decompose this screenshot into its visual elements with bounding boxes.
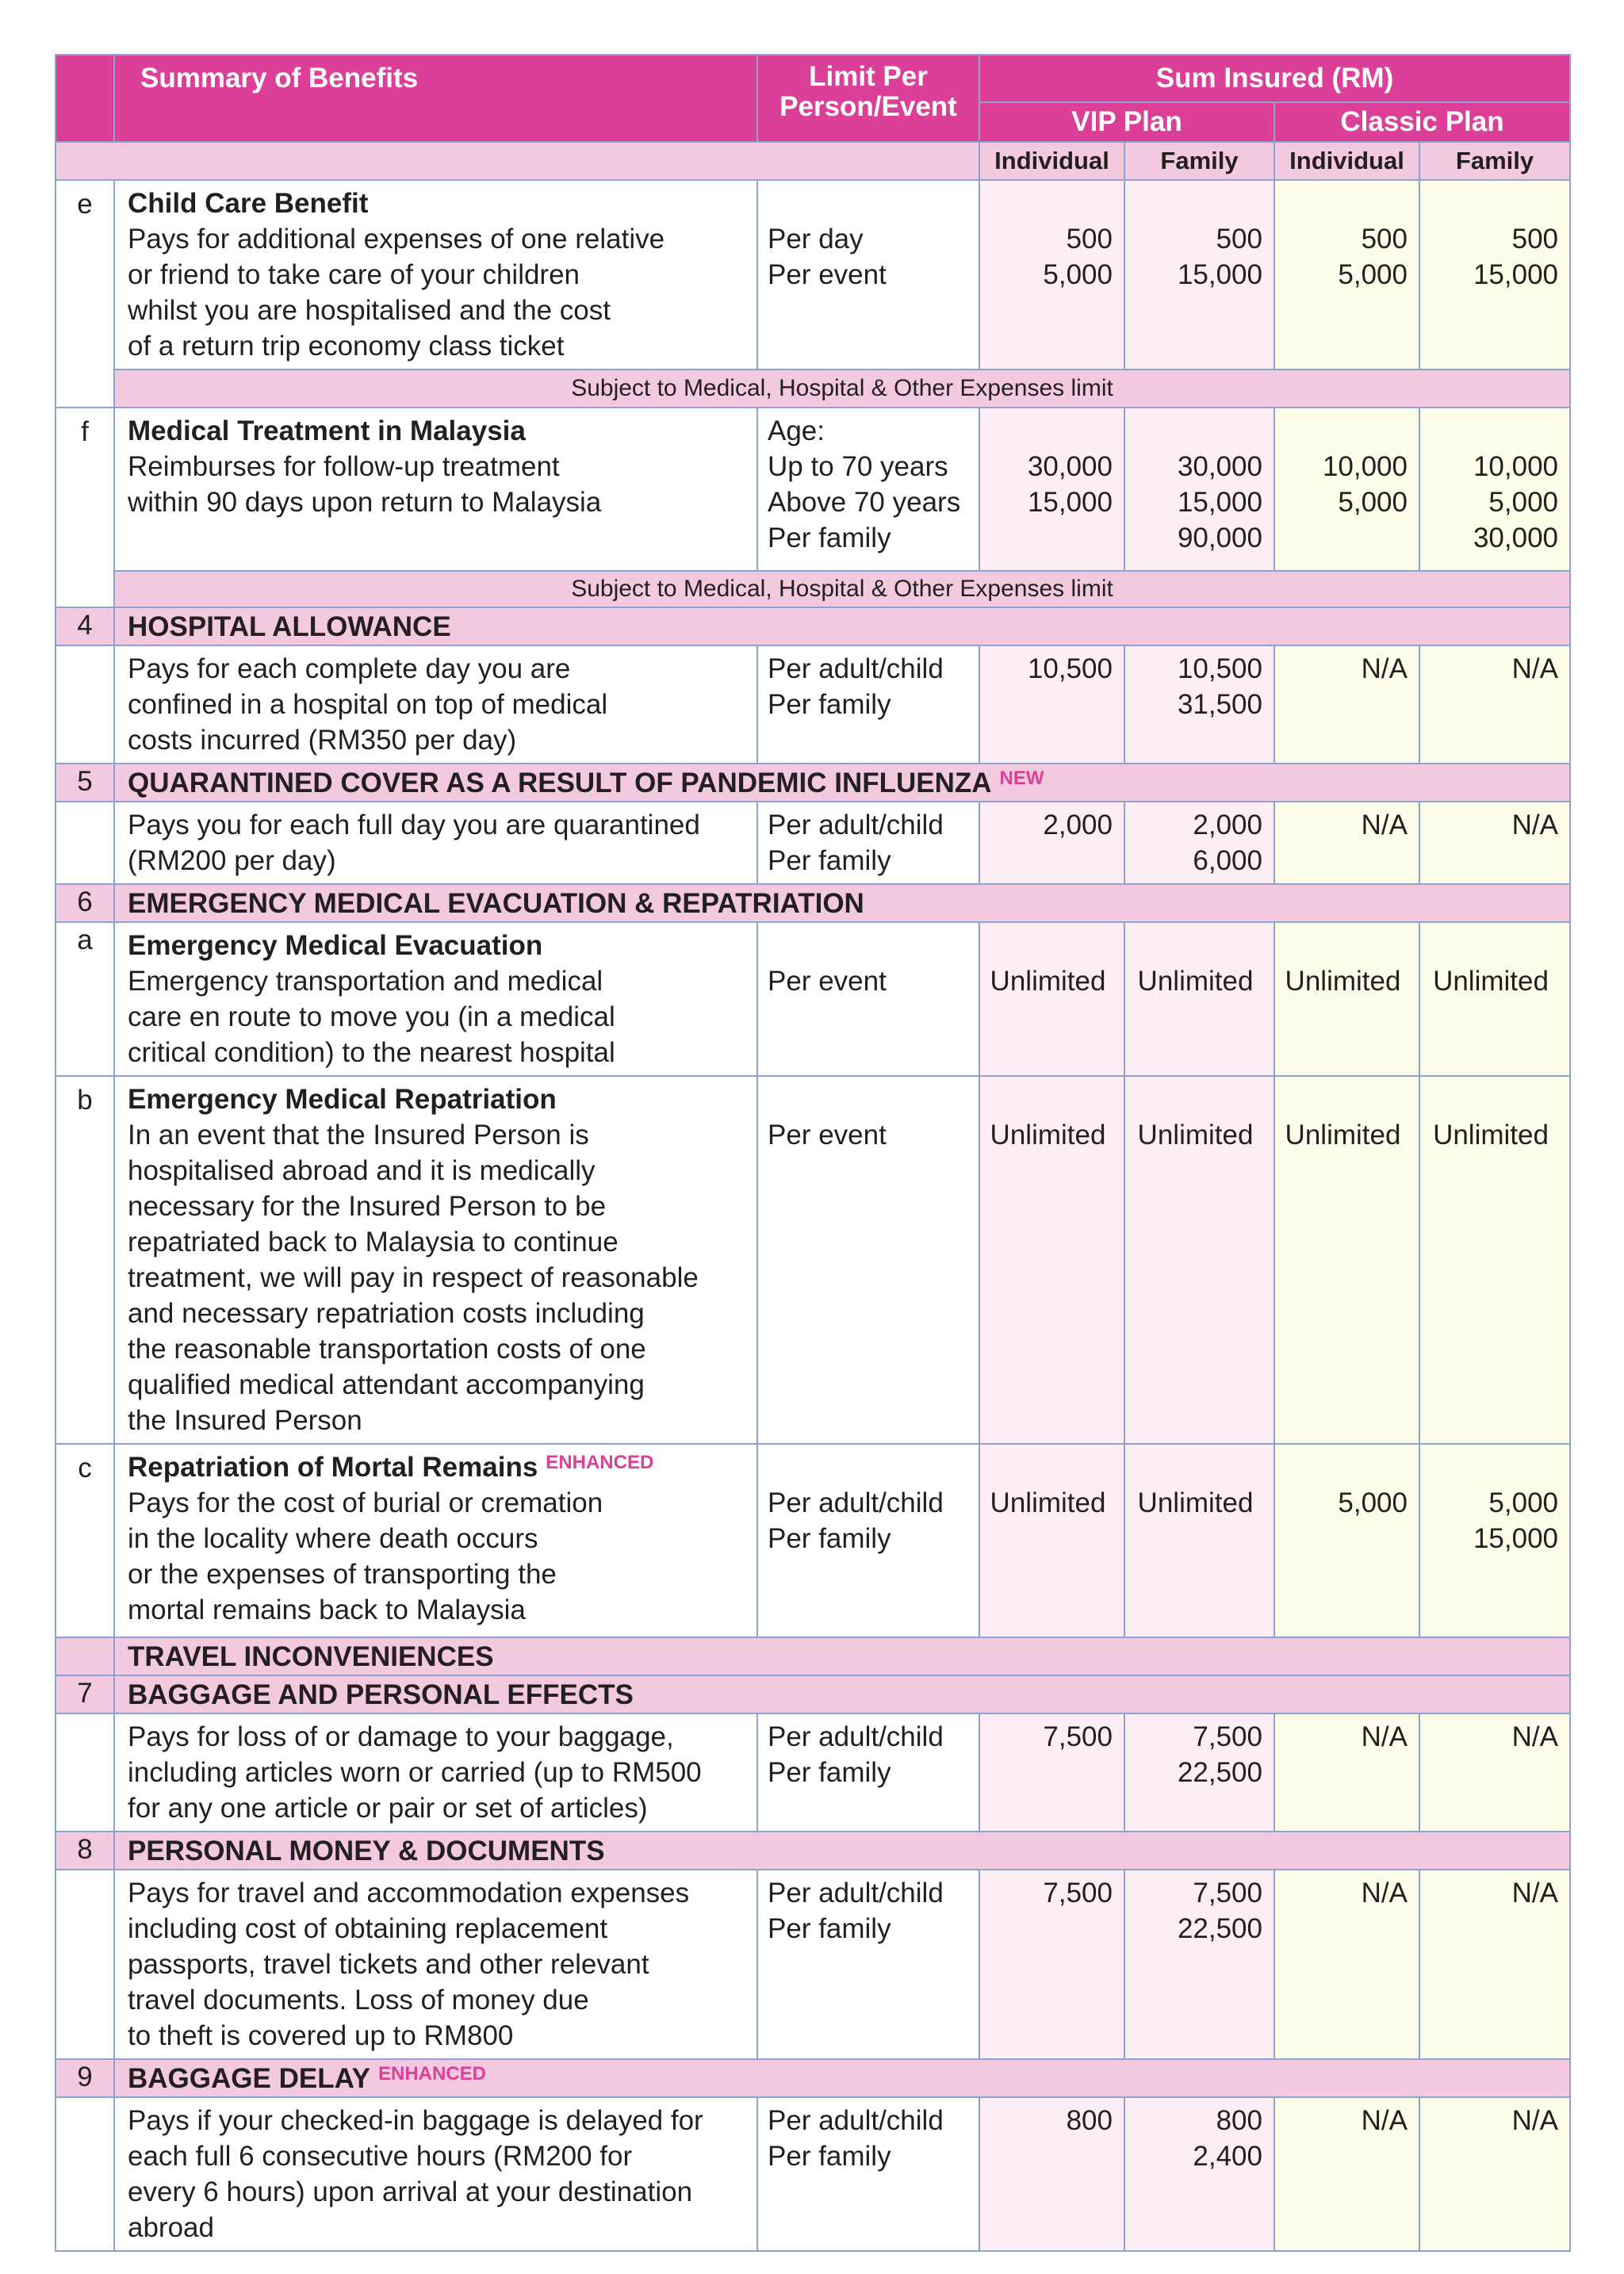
benefit-title: Repatriation of Mortal Remains $^{ENHANCED}$	[128, 1452, 654, 1483]
vip-family-value: Unlimited	[1124, 922, 1274, 1076]
section-number: 5	[56, 764, 114, 802]
desc-line: Reimburses for follow-up treatment	[128, 451, 560, 482]
row-number	[56, 1713, 114, 1832]
classic-family-value: Unlimited	[1419, 922, 1570, 1076]
enhanced-badge: ENHANCED	[377, 2063, 486, 2084]
table-row	[56, 1076, 1570, 1444]
desc-line: costs incurred (RM350 per day)	[128, 725, 517, 756]
header-vip-plan: VIP Plan	[979, 102, 1274, 142]
limit-cell: Per adult/child Per family	[757, 2097, 979, 2251]
header-num-cell	[56, 55, 114, 142]
header-limit	[757, 55, 979, 142]
desc-line: Emergency transportation and medical	[128, 966, 603, 997]
section-title: HOSPITAL ALLOWANCE	[114, 607, 1570, 645]
desc-line: and necessary repatriation costs including	[128, 1298, 645, 1329]
row-number	[56, 802, 114, 884]
desc-line: Pays for the cost of burial or cremation	[128, 1487, 603, 1518]
section-title	[114, 2059, 1570, 2097]
vip-family-value: Unlimited	[1124, 1444, 1274, 1637]
section-header	[56, 2059, 1570, 2097]
header-summary: Summary of Benefits	[114, 55, 757, 142]
section-number	[56, 1637, 114, 1675]
desc-line: qualified medical attendant accompanying	[128, 1369, 645, 1400]
benefit-title: Emergency Medical Repatriation	[128, 1084, 557, 1115]
section-number: 6	[56, 884, 114, 922]
vip-family-value: 30,000 15,000 90,000	[1124, 408, 1274, 571]
benefit-description	[114, 408, 757, 571]
header-vip-family: Family	[1124, 142, 1274, 180]
desc-line: every 6 hours) upon arrival at your destination	[128, 2176, 693, 2207]
desc-line: the Insured Person	[128, 1405, 362, 1436]
classic-individual-value: N/A	[1274, 1713, 1419, 1832]
row-number: f	[56, 408, 114, 607]
desc-line: of a return trip economy class ticket	[128, 331, 565, 362]
limit-cell: Per event	[757, 1076, 979, 1444]
table-row	[56, 922, 1570, 1076]
desc-line: including cost of obtaining replacement	[128, 1913, 608, 1944]
section-header	[56, 764, 1570, 802]
vip-individual-value: 7,500	[979, 1870, 1124, 2059]
limit-line: Per day	[768, 224, 864, 255]
classic-individual-value: N/A	[1274, 645, 1419, 764]
desc-line: confined in a hospital on top of medical	[128, 689, 608, 720]
desc-line: or the expenses of transporting the	[128, 1559, 557, 1590]
row-number	[56, 1870, 114, 2059]
classic-individual-value: 10,000 5,000	[1274, 408, 1419, 571]
vip-family-value: 500 15,000	[1124, 180, 1274, 369]
table-row	[56, 645, 1570, 764]
desc-line: including articles worn or carried (up to RM500	[128, 1757, 702, 1788]
classic-family-value: N/A	[1419, 2097, 1570, 2251]
benefit-description	[114, 2097, 757, 2251]
desc-line: (RM200 per day)	[128, 845, 336, 876]
header-classic-plan: Classic Plan	[1274, 102, 1570, 142]
enhanced-badge: ENHANCED	[546, 1452, 654, 1473]
section-title: PERSONAL MONEY & DOCUMENTS	[114, 1832, 1570, 1870]
desc-line: hospitalised abroad and it is medically	[128, 1155, 596, 1186]
classic-family-value: N/A	[1419, 1870, 1570, 2059]
section-number: 8	[56, 1832, 114, 1870]
vip-individual-value: 30,000 15,000	[979, 408, 1124, 571]
benefits-table	[55, 54, 1571, 2252]
desc-line: repatriated back to Malaysia to continue	[128, 1227, 619, 1258]
header-limit-line1: Limit Per	[809, 61, 928, 92]
benefit-title: Child Care Benefit	[128, 188, 369, 219]
benefit-description	[114, 645, 757, 764]
desc-line: Pays you for each full day you are quarantined	[128, 810, 700, 840]
section-header	[56, 1637, 1570, 1675]
vip-individual-value: 10,500	[979, 645, 1124, 764]
desc-line: travel documents. Loss of money due	[128, 1985, 589, 2016]
desc-line: mortal remains back to Malaysia	[128, 1594, 526, 1625]
limit-cell: Per adult/child Per family	[757, 645, 979, 764]
header-classic-family: Family	[1419, 142, 1570, 180]
limit-line: Per event	[768, 259, 887, 290]
desc-line: Pays for loss of or damage to your baggage,	[128, 1721, 674, 1752]
subject-note: Subject to Medical, Hospital & Other Expenses limit	[114, 369, 1570, 408]
desc-line: Pays for each complete day you are	[128, 653, 571, 684]
desc-line: to theft is covered up to RM800	[128, 2020, 514, 2051]
benefit-description	[114, 1444, 757, 1637]
table-row	[56, 2097, 1570, 2251]
vip-family-value: 7,500 22,500	[1124, 1870, 1274, 2059]
section-number: 4	[56, 607, 114, 645]
vip-family-value: 7,500 22,500	[1124, 1713, 1274, 1832]
section-title	[114, 764, 1570, 802]
classic-family-value: N/A	[1419, 802, 1570, 884]
limit-cell	[757, 408, 979, 571]
classic-family-value: N/A	[1419, 1713, 1570, 1832]
table-row	[56, 1870, 1570, 2059]
desc-line: or friend to take care of your children	[128, 259, 580, 290]
benefit-description	[114, 180, 757, 369]
limit-line: Up to 70 years	[768, 451, 948, 482]
limit-cell: Per adult/child Per family	[757, 1713, 979, 1832]
limit-cell: Per event	[757, 922, 979, 1076]
row-number: a	[56, 922, 114, 1076]
desc-line: necessary for the Insured Person to be	[128, 1191, 607, 1222]
benefit-title: Medical Treatment in Malaysia	[128, 415, 526, 446]
classic-family-value: 10,000 5,000 30,000	[1419, 408, 1570, 571]
desc-line: abroad	[128, 2212, 214, 2243]
desc-line: In an event that the Insured Person is	[128, 1120, 589, 1150]
classic-individual-value: Unlimited	[1274, 922, 1419, 1076]
vip-family-value: 800 2,400	[1124, 2097, 1274, 2251]
desc-line: within 90 days upon return to Malaysia	[128, 487, 602, 518]
table-row	[56, 408, 1570, 571]
subject-note: Subject to Medical, Hospital & Other Expenses limit	[114, 571, 1570, 607]
header-vip-individual: Individual	[979, 142, 1124, 180]
vip-individual-value: Unlimited	[979, 1444, 1124, 1637]
desc-line: treatment, we will pay in respect of reasonable	[128, 1262, 699, 1293]
section-title-text: BAGGAGE DELAY	[128, 2063, 370, 2094]
section-number: 7	[56, 1675, 114, 1713]
vip-individual-value: Unlimited	[979, 1076, 1124, 1444]
table-row	[56, 1444, 1570, 1637]
vip-individual-value: 500 5,000	[979, 180, 1124, 369]
vip-individual-value: 7,500	[979, 1713, 1124, 1832]
classic-individual-value: Unlimited	[1274, 1076, 1419, 1444]
desc-line: critical condition) to the nearest hospital	[128, 1037, 615, 1068]
section-number: 9	[56, 2059, 114, 2097]
desc-line: for any one article or pair or set of articles)	[128, 1793, 648, 1824]
section-title: EMERGENCY MEDICAL EVACUATION & REPATRIATION	[114, 884, 1570, 922]
table-row	[56, 1713, 1570, 1832]
table-row	[56, 802, 1570, 884]
classic-individual-value: N/A	[1274, 802, 1419, 884]
header-limit-line2: Person/Event	[779, 90, 957, 122]
header-sum-insured: Sum Insured (RM)	[979, 55, 1570, 102]
classic-family-value: 500 15,000	[1419, 180, 1570, 369]
header-spacer	[56, 142, 979, 180]
classic-individual-value: 5,000	[1274, 1444, 1419, 1637]
desc-line: each full 6 consecutive hours (RM200 for	[128, 2141, 633, 2172]
header-classic-individual: Individual	[1274, 142, 1419, 180]
row-number: e	[56, 180, 114, 408]
vip-family-value: 2,000 6,000	[1124, 802, 1274, 884]
classic-family-value: 5,000 15,000	[1419, 1444, 1570, 1637]
vip-family-value: Unlimited	[1124, 1076, 1274, 1444]
row-number	[56, 2097, 114, 2251]
limit-line: Age:	[768, 415, 825, 446]
vip-individual-value: 2,000	[979, 802, 1124, 884]
section-title-text: QUARANTINED COVER AS A RESULT OF PANDEMIC INFLUENZA	[128, 768, 992, 798]
classic-individual-value: N/A	[1274, 2097, 1419, 2251]
benefit-description	[114, 1870, 757, 2059]
benefit-description	[114, 802, 757, 884]
desc-line: Pays if your checked-in baggage is delayed for	[128, 2105, 703, 2136]
section-header	[56, 884, 1570, 922]
desc-line: Pays for travel and accommodation expenses	[128, 1878, 690, 1908]
limit-cell	[757, 180, 979, 369]
new-badge: NEW	[999, 768, 1044, 789]
section-header	[56, 1832, 1570, 1870]
vip-individual-value: Unlimited	[979, 922, 1124, 1076]
benefit-description	[114, 1076, 757, 1444]
row-number	[56, 645, 114, 764]
desc-line: passports, travel tickets and other relevant	[128, 1949, 649, 1980]
desc-line: whilst you are hospitalised and the cost	[128, 295, 611, 326]
desc-line: in the locality where death occurs	[128, 1523, 538, 1554]
row-number: c	[56, 1444, 114, 1637]
benefit-description	[114, 922, 757, 1076]
section-title: BAGGAGE AND PERSONAL EFFECTS	[114, 1675, 1570, 1713]
benefit-description	[114, 1713, 757, 1832]
desc-line: Pays for additional expenses of one relative	[128, 224, 665, 255]
limit-cell: Per adult/child Per family	[757, 1870, 979, 2059]
classic-individual-value: 500 5,000	[1274, 180, 1419, 369]
row-number: b	[56, 1076, 114, 1444]
section-title: TRAVEL INCONVENIENCES	[114, 1637, 1570, 1675]
limit-line: Per family	[768, 523, 891, 553]
vip-family-value: 10,500 31,500	[1124, 645, 1274, 764]
section-header	[56, 1675, 1570, 1713]
classic-family-value: N/A	[1419, 645, 1570, 764]
section-header	[56, 607, 1570, 645]
vip-individual-value: 800	[979, 2097, 1124, 2251]
classic-individual-value: N/A	[1274, 1870, 1419, 2059]
table-row	[56, 180, 1570, 369]
desc-line: care en route to move you (in a medical	[128, 1001, 615, 1032]
limit-cell: Per adult/child Per family	[757, 802, 979, 884]
desc-line: the reasonable transportation costs of one	[128, 1334, 646, 1365]
limit-line: Above 70 years	[768, 487, 961, 518]
benefit-title: Emergency Medical Evacuation	[128, 930, 543, 961]
limit-cell: Per adult/child Per family	[757, 1444, 979, 1637]
classic-family-value: Unlimited	[1419, 1076, 1570, 1444]
